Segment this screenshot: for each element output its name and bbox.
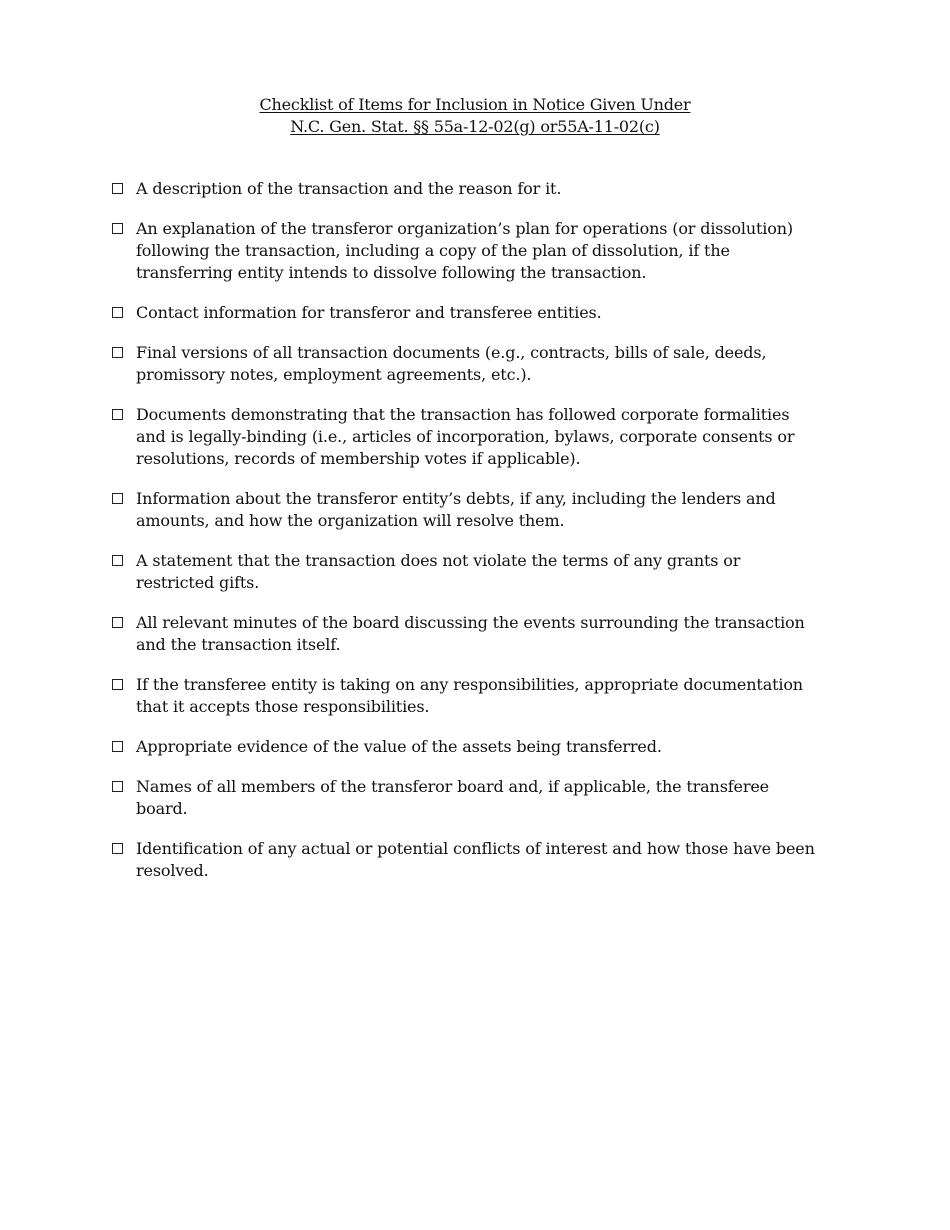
checklist-item: [112, 776, 822, 820]
checklist-item: [112, 302, 822, 324]
checklist-item-text: Appropriate evidence of the value of the assets being transferred.: [136, 737, 662, 756]
checklist-item-text: Names of all members of the transferor board and, if applicable, the transferee board.: [136, 777, 769, 818]
checklist-item: [112, 404, 822, 470]
checklist-item: [112, 342, 822, 386]
checklist-item: [112, 178, 822, 200]
checkbox[interactable]: [112, 409, 123, 420]
checkbox[interactable]: [112, 843, 123, 854]
checklist-item-text: If the transferee entity is taking on any responsibilities, appropriate documentation that it accepts those responsibilities.: [136, 675, 803, 716]
checkbox[interactable]: [112, 493, 123, 504]
document-title: [0, 94, 950, 138]
checklist-item-text: An explanation of the transferor organization’s plan for operations (or dissolution) following the transaction, including a copy of the plan of dissolution, if the transferring entity intends to dissolve following the transaction.: [136, 219, 794, 282]
checklist-item-text: Identification of any actual or potential conflicts of interest and how those have been resolved.: [136, 839, 815, 880]
checklist-item-text: Contact information for transferor and transferee entities.: [136, 303, 602, 322]
checklist-item-text: Final versions of all transaction documents (e.g., contracts, bills of sale, deeds, promissory notes, employment agreements, etc.).: [136, 343, 767, 384]
checkbox[interactable]: [112, 223, 123, 234]
checklist-item-text: A description of the transaction and the reason for it.: [136, 179, 562, 198]
checklist-item-text: All relevant minutes of the board discussing the events surrounding the transaction and the transaction itself.: [136, 613, 805, 654]
checklist-item-text: Documents demonstrating that the transaction has followed corporate formalities and is legally-binding (i.e., articles of incorporation, bylaws, corporate consents or resolutions, records of membership votes if applicable).: [136, 405, 795, 468]
checkbox[interactable]: [112, 679, 123, 690]
checklist-item: [112, 612, 822, 656]
checklist-item-text: A statement that the transaction does not violate the terms of any grants or restricted gifts.: [136, 551, 741, 592]
checklist-item: [112, 736, 822, 758]
checklist-item: [112, 838, 822, 882]
checklist-item: [112, 674, 822, 718]
title-line-2: N.C. Gen. Stat. §§ 55a-12-02(g) or55A-11-02(c): [290, 117, 660, 136]
checklist-item: [112, 488, 822, 532]
checklist-item: [112, 218, 822, 284]
checkbox[interactable]: [112, 617, 123, 628]
checkbox[interactable]: [112, 741, 123, 752]
checklist-item: [112, 550, 822, 594]
checkbox[interactable]: [112, 307, 123, 318]
checklist-item-text: Information about the transferor entity’s debts, if any, including the lenders and amounts, and how the organization will resolve them.: [136, 489, 776, 530]
checkbox[interactable]: [112, 555, 123, 566]
checkbox[interactable]: [112, 347, 123, 358]
checkbox[interactable]: [112, 781, 123, 792]
title-line-1: Checklist of Items for Inclusion in Notice Given Under: [259, 95, 691, 114]
checklist: [112, 178, 822, 900]
checkbox[interactable]: [112, 183, 123, 194]
